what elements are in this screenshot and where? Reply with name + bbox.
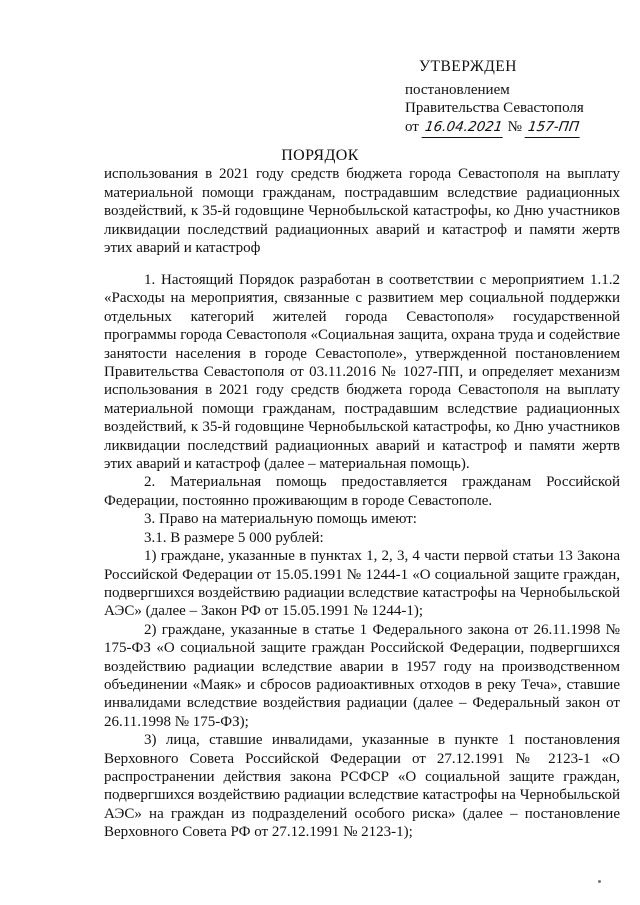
document-title: ПОРЯДОК xyxy=(281,147,359,164)
stamp-by-decree: постановлением xyxy=(405,81,510,98)
stamp-date-line xyxy=(405,118,630,138)
paragraph-1: 1. Настоящий Порядок разработан в соответствии с мероприятием 1.1.2 «Расходы на мероприятия, связанные с развитием мер социальной поддержки отдельных категорий жителей города Севастополя» государственной программы города Севастополя «Социальная защита, охрана труда и содействие занятости населения в городе Севастополе», утвержденной постановлением Правительства Севастополя от 03.11.2016 № 1027-ПП, и определяет механизм использования в 2021 году средств бюджета города Севастополя на выплату материальной помощи гражданам, пострадавшим вследствие радиационных воздействий, к 35-й годовщине Чернобыльской катастрофы, ко Дню участников ликвидации последствий радиационных аварий и катастроф и памяти жертв этих аварий и катастроф (далее – материальная помощь). xyxy=(104,272,620,473)
paragraph-item-3: 3) лица, ставшие инвалидами, указанные в пункте 1 постановления Верховного Совета Российской Федерации от 27.12.1991 № 2123-1 «О распространении действия закона РСФСР «О социальной защите граждан, подвергшихся воздействию радиации вследствие катастрофы на Чернобыльской АЭС» на граждан из подразделений особого риска» (далее – постановление Верховного Совета РФ от 27.12.1991 № 2123-1); xyxy=(104,732,620,841)
stamp-approved: УТВЕРЖДЕН xyxy=(419,58,517,75)
paragraph-2: 2. Материальная помощь предоставляется гражданам Российской Федерации, постоянно проживающим в городе Севастополе. xyxy=(104,474,620,509)
paragraph-3: 3. Право на материальную помощь имеют: xyxy=(144,511,417,528)
stamp-date-value: 16.04.2021 xyxy=(421,118,505,138)
document-subtitle: использования в 2021 году средств бюджета города Севастополя на выплату материальной помощи гражданам, пострадавшим вследствие радиационных воздействий, к 35-й годовщине Чернобыльской катастрофы, ко Дню участников ликвидации последствий радиационных аварий и катастроф и памяти жертв этих аварий и катастроф xyxy=(104,166,620,256)
paragraph-item-1: 1) граждане, указанные в пунктах 1, 2, 3, 4 части первой статьи 13 Закона Российской Федерации от 15.05.1991 № 1244-1 «О социальной защите граждан, подвергшихся воздействию радиации вследствие катастрофы на Чернобыльской АЭС» (далее – Закон РФ от 15.05.1991 № 1244-1); xyxy=(104,548,620,620)
stamp-date-prefix: от xyxy=(405,118,419,135)
scan-speck xyxy=(598,880,601,883)
document-body xyxy=(104,271,620,842)
paragraph-3-1: 3.1. В размере 5 000 рублей: xyxy=(144,529,324,546)
paragraph-item-2: 2) граждане, указанные в статье 1 Федерального закона от 26.11.1998 № 175-ФЗ «О социальной защите граждан Российской Федерации, подвергшихся воздействию радиации вследствие аварии в 1957 году на производственном объединении «Маяк» и сбросов радиоактивных отходов в реку Теча», ставшие инвалидами вследствие воздействия радиации (далее – Федеральный закон от 26.11.1998 № 175-ФЗ); xyxy=(104,621,620,730)
stamp-number-prefix: № xyxy=(507,118,522,135)
stamp-government: Правительства Севастополя xyxy=(405,100,584,116)
approval-stamp xyxy=(405,58,630,137)
stamp-number-value: 157-ПП xyxy=(524,118,582,138)
